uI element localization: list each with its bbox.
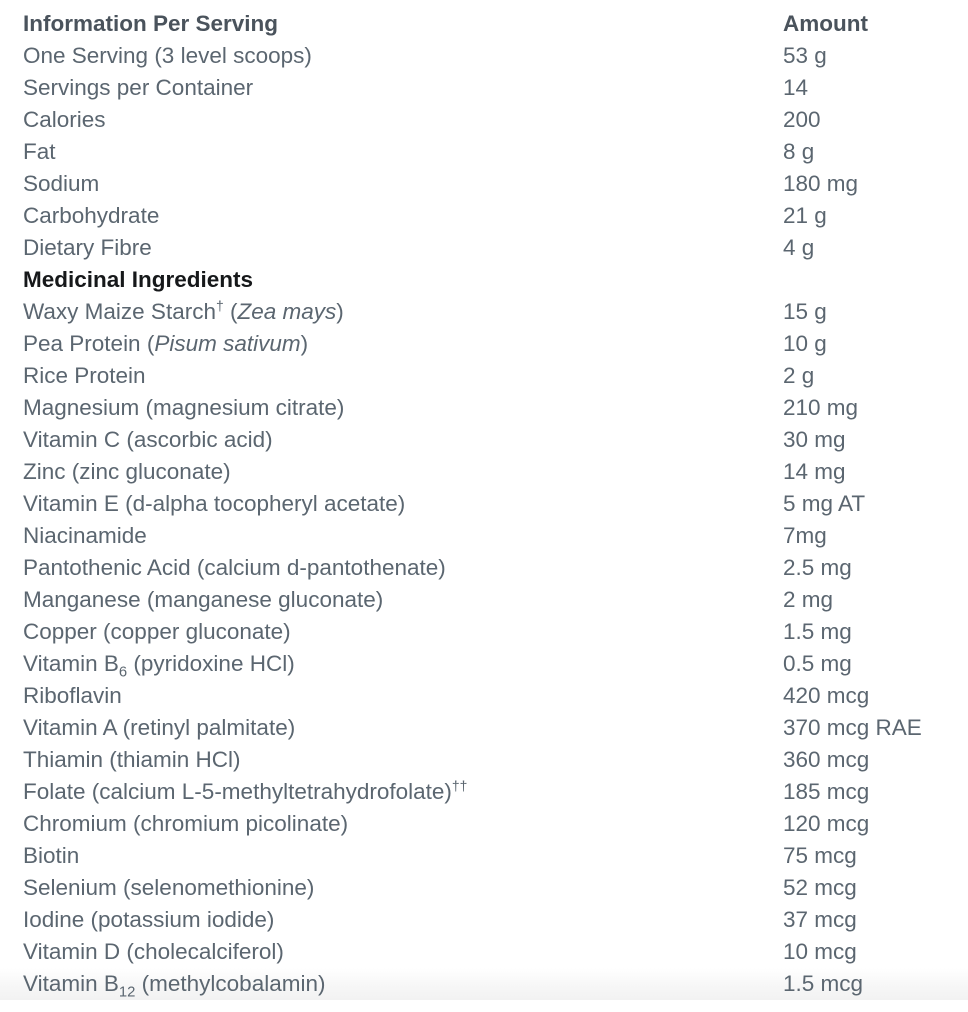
row-amount: 14 bbox=[783, 75, 809, 100]
row-label bbox=[0, 648, 783, 680]
table-row bbox=[0, 616, 968, 648]
row-label bbox=[0, 936, 783, 968]
column-header-amount: Amount bbox=[783, 11, 868, 36]
row-label: Carbohydrate bbox=[23, 203, 160, 228]
row-label bbox=[0, 808, 783, 840]
row-label bbox=[0, 392, 783, 424]
row-amount: 185 mcg bbox=[783, 779, 870, 804]
row-label bbox=[0, 328, 783, 360]
row-amount: 120 mcg bbox=[783, 811, 870, 836]
row-amount: 1.5 mcg bbox=[783, 968, 968, 1000]
row-label bbox=[0, 584, 783, 616]
medicinal-section-heading-group bbox=[0, 264, 968, 296]
row-label bbox=[0, 904, 783, 936]
row-amount: 10 g bbox=[783, 331, 827, 356]
row-amount: 10 mcg bbox=[783, 939, 857, 964]
table-row bbox=[0, 936, 968, 968]
table-row bbox=[0, 744, 968, 776]
table-row bbox=[0, 392, 968, 424]
label-text: Vitamin D (cholecalciferol) bbox=[23, 939, 284, 964]
footnote-marker: †† bbox=[451, 777, 468, 794]
table-row bbox=[0, 136, 968, 168]
table-row bbox=[0, 520, 968, 552]
label-text: Thiamin (thiamin HCl) bbox=[23, 747, 241, 772]
row-amount: 0.5 mg bbox=[783, 651, 852, 676]
section-heading-amount-spacer bbox=[783, 264, 968, 296]
serving-information-rows bbox=[0, 40, 968, 264]
table-row bbox=[0, 328, 968, 360]
row-amount: 4 g bbox=[783, 235, 815, 260]
row-amount: 7mg bbox=[783, 523, 827, 548]
row-amount: 370 mcg RAE bbox=[783, 715, 922, 740]
row-amount: 420 mcg bbox=[783, 683, 870, 708]
row-label bbox=[0, 680, 783, 712]
row-amount: 37 mcg bbox=[783, 907, 857, 932]
row-label bbox=[0, 552, 783, 584]
row-label: Servings per Container bbox=[23, 75, 254, 100]
row-label bbox=[0, 520, 783, 552]
row-amount: 200 bbox=[783, 107, 821, 132]
row-label bbox=[0, 424, 783, 456]
table-row bbox=[0, 648, 968, 680]
table-row bbox=[0, 808, 968, 840]
row-amount: 2.5 mg bbox=[783, 555, 852, 580]
table-row bbox=[0, 584, 968, 616]
table-row bbox=[0, 104, 968, 136]
label-text: ) bbox=[336, 299, 344, 324]
label-text: Vitamin C (ascorbic acid) bbox=[23, 427, 273, 452]
label-text: Waxy Maize Starch bbox=[23, 299, 216, 324]
column-header-information: Information Per Serving bbox=[23, 11, 279, 36]
row-amount: 180 mg bbox=[783, 171, 859, 196]
label-text: Copper (copper gluconate) bbox=[23, 619, 291, 644]
label-text: Vitamin B bbox=[23, 651, 119, 676]
label-text: Folate (calcium L-5-methyltetrahydrofolate) bbox=[23, 779, 452, 804]
row-amount: 2 g bbox=[783, 363, 815, 388]
table-row bbox=[0, 200, 968, 232]
row-label bbox=[0, 712, 783, 744]
row-label: One Serving (3 level scoops) bbox=[23, 43, 312, 68]
label-text: Vitamin B bbox=[23, 971, 119, 996]
row-label bbox=[0, 744, 783, 776]
table-row bbox=[0, 456, 968, 488]
row-label: Fat bbox=[23, 139, 56, 164]
label-text: Pea Protein ( bbox=[23, 331, 155, 356]
table-row bbox=[0, 232, 968, 264]
label-text: Chromium (chromium picolinate) bbox=[23, 811, 349, 836]
table-row bbox=[0, 296, 968, 328]
row-label: Calories bbox=[23, 107, 106, 132]
table-row bbox=[0, 72, 968, 104]
row-label bbox=[0, 776, 783, 808]
table-row bbox=[0, 840, 968, 872]
row-label bbox=[0, 616, 783, 648]
latin-binomial: Pisum sativum bbox=[154, 331, 301, 356]
label-text: Selenium (selenomethionine) bbox=[23, 875, 315, 900]
row-amount: 52 mcg bbox=[783, 875, 857, 900]
row-amount: 8 g bbox=[783, 139, 815, 164]
label-text: Biotin bbox=[23, 843, 80, 868]
label-text: Pantothenic Acid (calcium d-pantothenate) bbox=[23, 555, 446, 580]
row-label bbox=[0, 456, 783, 488]
row-amount: 5 mg AT bbox=[783, 491, 866, 516]
label-text: Iodine (potassium iodide) bbox=[23, 907, 275, 932]
table-row bbox=[0, 424, 968, 456]
label-text: ) bbox=[300, 331, 309, 356]
label-text: (pyridoxine HCl) bbox=[127, 651, 295, 676]
table-row bbox=[0, 904, 968, 936]
label-text: Rice Protein bbox=[23, 363, 146, 388]
table-row bbox=[0, 968, 968, 1000]
row-label bbox=[0, 872, 783, 904]
row-amount: 53 g bbox=[783, 43, 827, 68]
vitamin-subscript: 6 bbox=[118, 664, 128, 681]
row-amount: 30 mg bbox=[783, 427, 846, 452]
footnote-marker: † bbox=[215, 297, 224, 314]
table-row bbox=[0, 168, 968, 200]
row-amount: 21 g bbox=[783, 203, 827, 228]
table-row bbox=[0, 776, 968, 808]
row-label bbox=[0, 360, 783, 392]
row-amount: 2 mg bbox=[783, 587, 834, 612]
row-label bbox=[0, 968, 783, 1000]
table-row bbox=[0, 552, 968, 584]
row-label bbox=[0, 296, 783, 328]
table-row bbox=[0, 360, 968, 392]
latin-binomial: Zea mays bbox=[237, 299, 337, 324]
row-label: Sodium bbox=[23, 171, 100, 196]
label-text: Vitamin E (d-alpha tocopheryl acetate) bbox=[23, 491, 406, 516]
row-amount: 15 g bbox=[783, 299, 827, 324]
row-amount: 210 mg bbox=[783, 395, 859, 420]
vitamin-subscript: 12 bbox=[118, 984, 136, 1001]
section-heading-medicinal-ingredients: Medicinal Ingredients bbox=[23, 267, 254, 292]
label-text: Riboflavin bbox=[23, 683, 122, 708]
label-text: Niacinamide bbox=[23, 523, 147, 548]
label-text: ( bbox=[223, 299, 238, 324]
label-text: Zinc (zinc gluconate) bbox=[23, 459, 231, 484]
nutrition-table-body bbox=[0, 8, 968, 40]
table-row bbox=[0, 40, 968, 72]
medicinal-ingredient-rows bbox=[0, 296, 968, 1000]
label-text: Manganese (manganese gluconate) bbox=[23, 587, 384, 612]
table-row bbox=[0, 872, 968, 904]
row-amount: 1.5 mg bbox=[783, 619, 852, 644]
table-row bbox=[0, 712, 968, 744]
label-text: (methylcobalamin) bbox=[135, 971, 326, 996]
row-amount: 14 mg bbox=[783, 459, 846, 484]
label-text: Vitamin A (retinyl palmitate) bbox=[23, 715, 296, 740]
row-amount: 360 mcg bbox=[783, 747, 870, 772]
section-heading-row bbox=[0, 264, 968, 296]
table-header-row bbox=[0, 8, 968, 40]
row-label bbox=[0, 488, 783, 520]
table-row bbox=[0, 680, 968, 712]
row-label: Dietary Fibre bbox=[23, 235, 152, 260]
nutrition-facts-table bbox=[0, 8, 968, 1000]
label-text: Magnesium (magnesium citrate) bbox=[23, 395, 345, 420]
row-amount: 75 mcg bbox=[783, 843, 857, 868]
table-row bbox=[0, 488, 968, 520]
row-label bbox=[0, 840, 783, 872]
